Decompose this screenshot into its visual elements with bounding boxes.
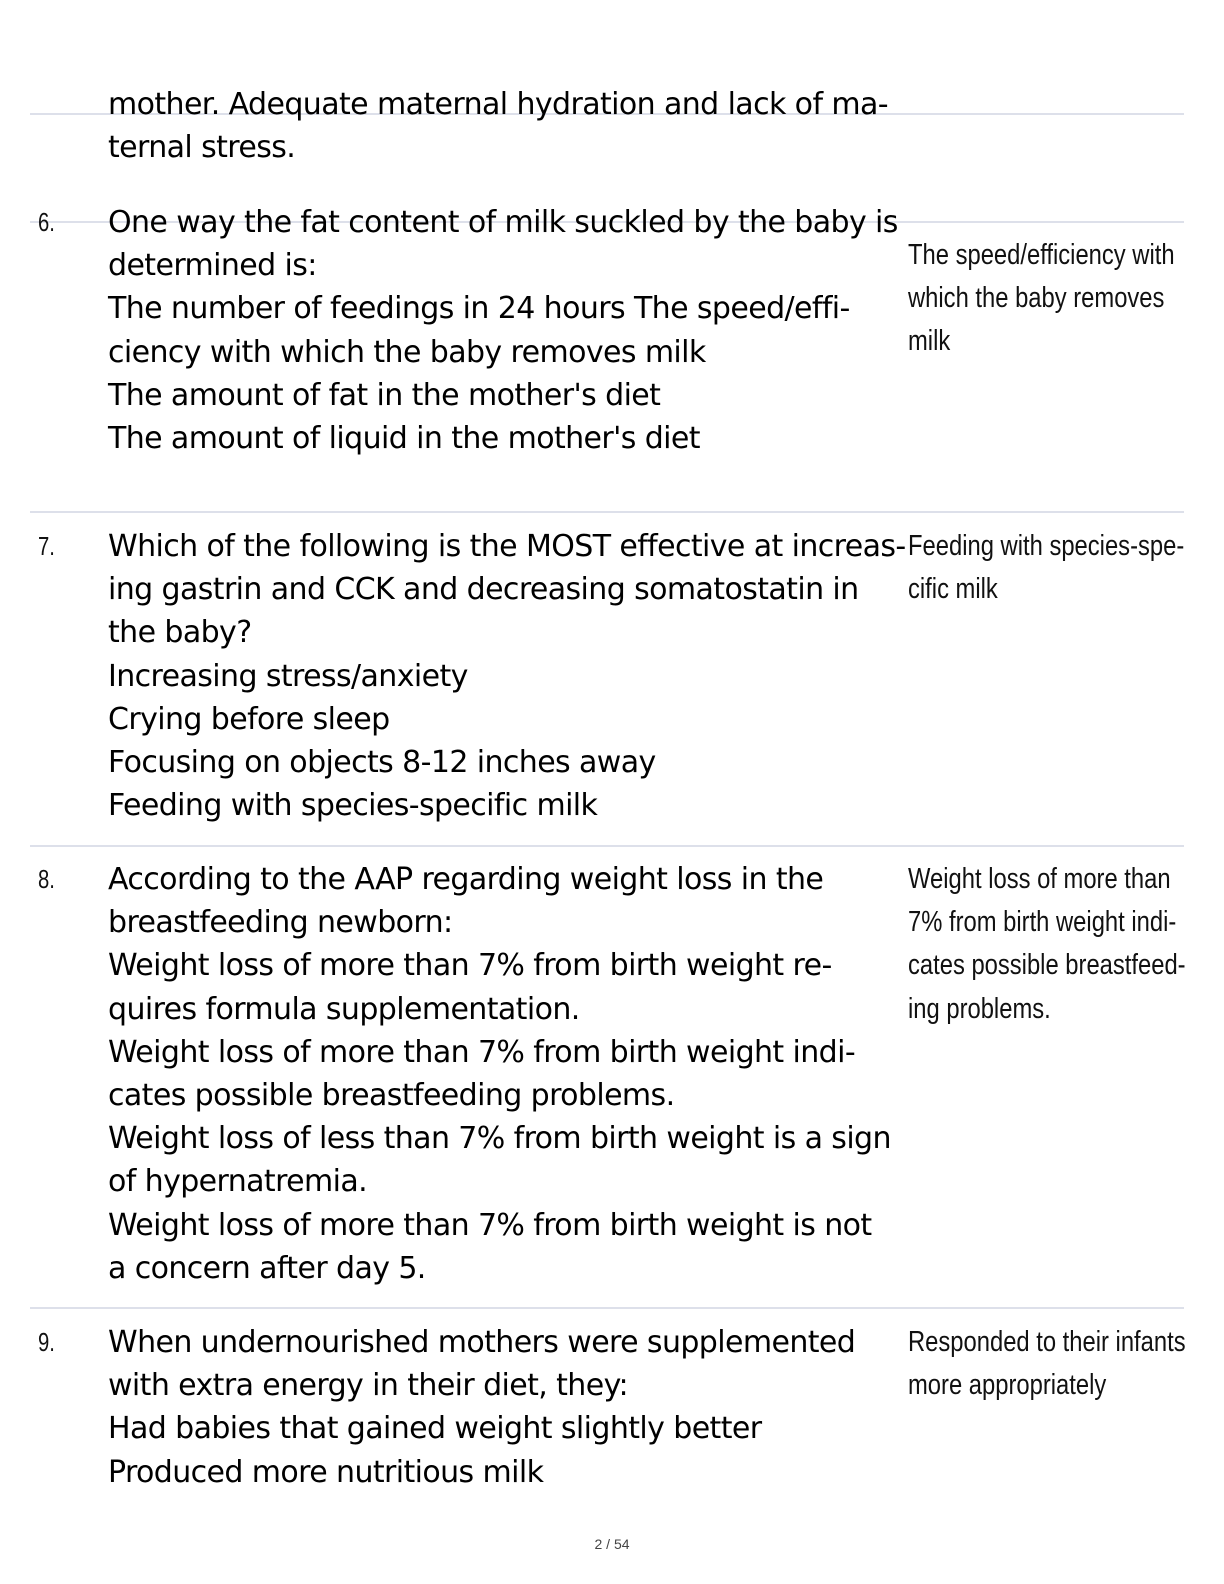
text-line: Weight loss of less than 7% from birth weight is a sign	[108, 1121, 891, 1157]
text-line: The number of feedings in 24 hours The speed/effi-	[108, 291, 850, 327]
question-number: 7.	[38, 531, 55, 561]
row-divider	[30, 511, 1184, 513]
text-line: of hypernatremia.	[108, 1164, 368, 1200]
text-line: Crying before sleep	[108, 701, 390, 737]
text-line: According to the AAP regarding weight loss in the	[108, 862, 824, 897]
question-text	[108, 525, 906, 827]
text-line: ternal stress.	[108, 130, 296, 166]
text-line: cates possible breastfeed-	[908, 949, 1186, 982]
text-line: Weight loss of more than 7% from birth weight is not	[108, 1207, 872, 1243]
text-line: When undernourished mothers were supplemented	[108, 1325, 856, 1360]
question-text	[108, 858, 900, 1290]
text-line: ing problems.	[908, 992, 1051, 1025]
question-number: 9.	[38, 1327, 55, 1357]
row-divider	[30, 845, 1184, 847]
text-line: Focusing on objects 8-12 inches away	[108, 745, 656, 781]
question-number: 8.	[38, 864, 55, 894]
text-line: Had babies that gained weight slightly better	[108, 1411, 762, 1447]
text-line: Increasing stress/anxiety	[108, 658, 468, 694]
text-line: Which of the following is the MOST effective at increas-	[108, 529, 906, 564]
text-line: Weight loss of more than 7% from birth weight re-	[108, 948, 832, 984]
text-line: Responded to their infants	[908, 1326, 1186, 1358]
answer-text	[908, 525, 1185, 611]
answer-text	[908, 858, 1186, 1031]
text-line: The amount of fat in the mother's diet	[108, 377, 661, 413]
text-line: The amount of liquid in the mother's diet	[108, 421, 700, 457]
text-line: which the baby removes	[908, 282, 1165, 315]
text-line: cific milk	[908, 573, 998, 606]
text-line: Feeding with species-specific milk	[108, 788, 598, 824]
text-line: a concern after day 5.	[108, 1250, 426, 1286]
text-line: with extra energy in their diet, they:	[108, 1368, 629, 1404]
question-text	[108, 201, 900, 460]
text-line: The speed/efficiency with	[908, 239, 1175, 271]
row-divider	[30, 1307, 1184, 1309]
text-line: mother. Adequate maternal hydration and lack of ma-	[108, 87, 888, 122]
text-line: determined is:	[108, 248, 317, 284]
text-line: quires formula supplementation.	[108, 991, 580, 1027]
text-line: more appropriately	[908, 1369, 1107, 1402]
text-line: Weight loss of more than 7% from birth weight indi-	[108, 1034, 856, 1070]
text-line: cates possible breastfeeding problems.	[108, 1078, 675, 1114]
answer-text	[908, 234, 1175, 364]
text-line: 7% from birth weight indi-	[908, 906, 1177, 939]
answer-text	[908, 1321, 1186, 1407]
text-line: ing gastrin and CCK and decreasing somatostatin in	[108, 572, 859, 608]
text-line: milk	[908, 325, 951, 358]
question-text	[108, 1321, 900, 1494]
text-line: ciency with which the baby removes milk	[108, 334, 706, 370]
continued-answer-text	[108, 83, 900, 169]
text-line: the baby?	[108, 615, 252, 651]
text-line: Produced more nutritious milk	[108, 1454, 544, 1490]
question-number: 6.	[38, 207, 55, 237]
text-line: Weight loss of more than	[908, 863, 1171, 895]
text-line: Feeding with species-spe-	[908, 530, 1185, 562]
text-line: breastfeeding newborn:	[108, 905, 453, 941]
page-indicator: 2 / 54	[594, 1536, 630, 1552]
text-line: One way the fat content of milk suckled by the baby is	[108, 205, 898, 240]
